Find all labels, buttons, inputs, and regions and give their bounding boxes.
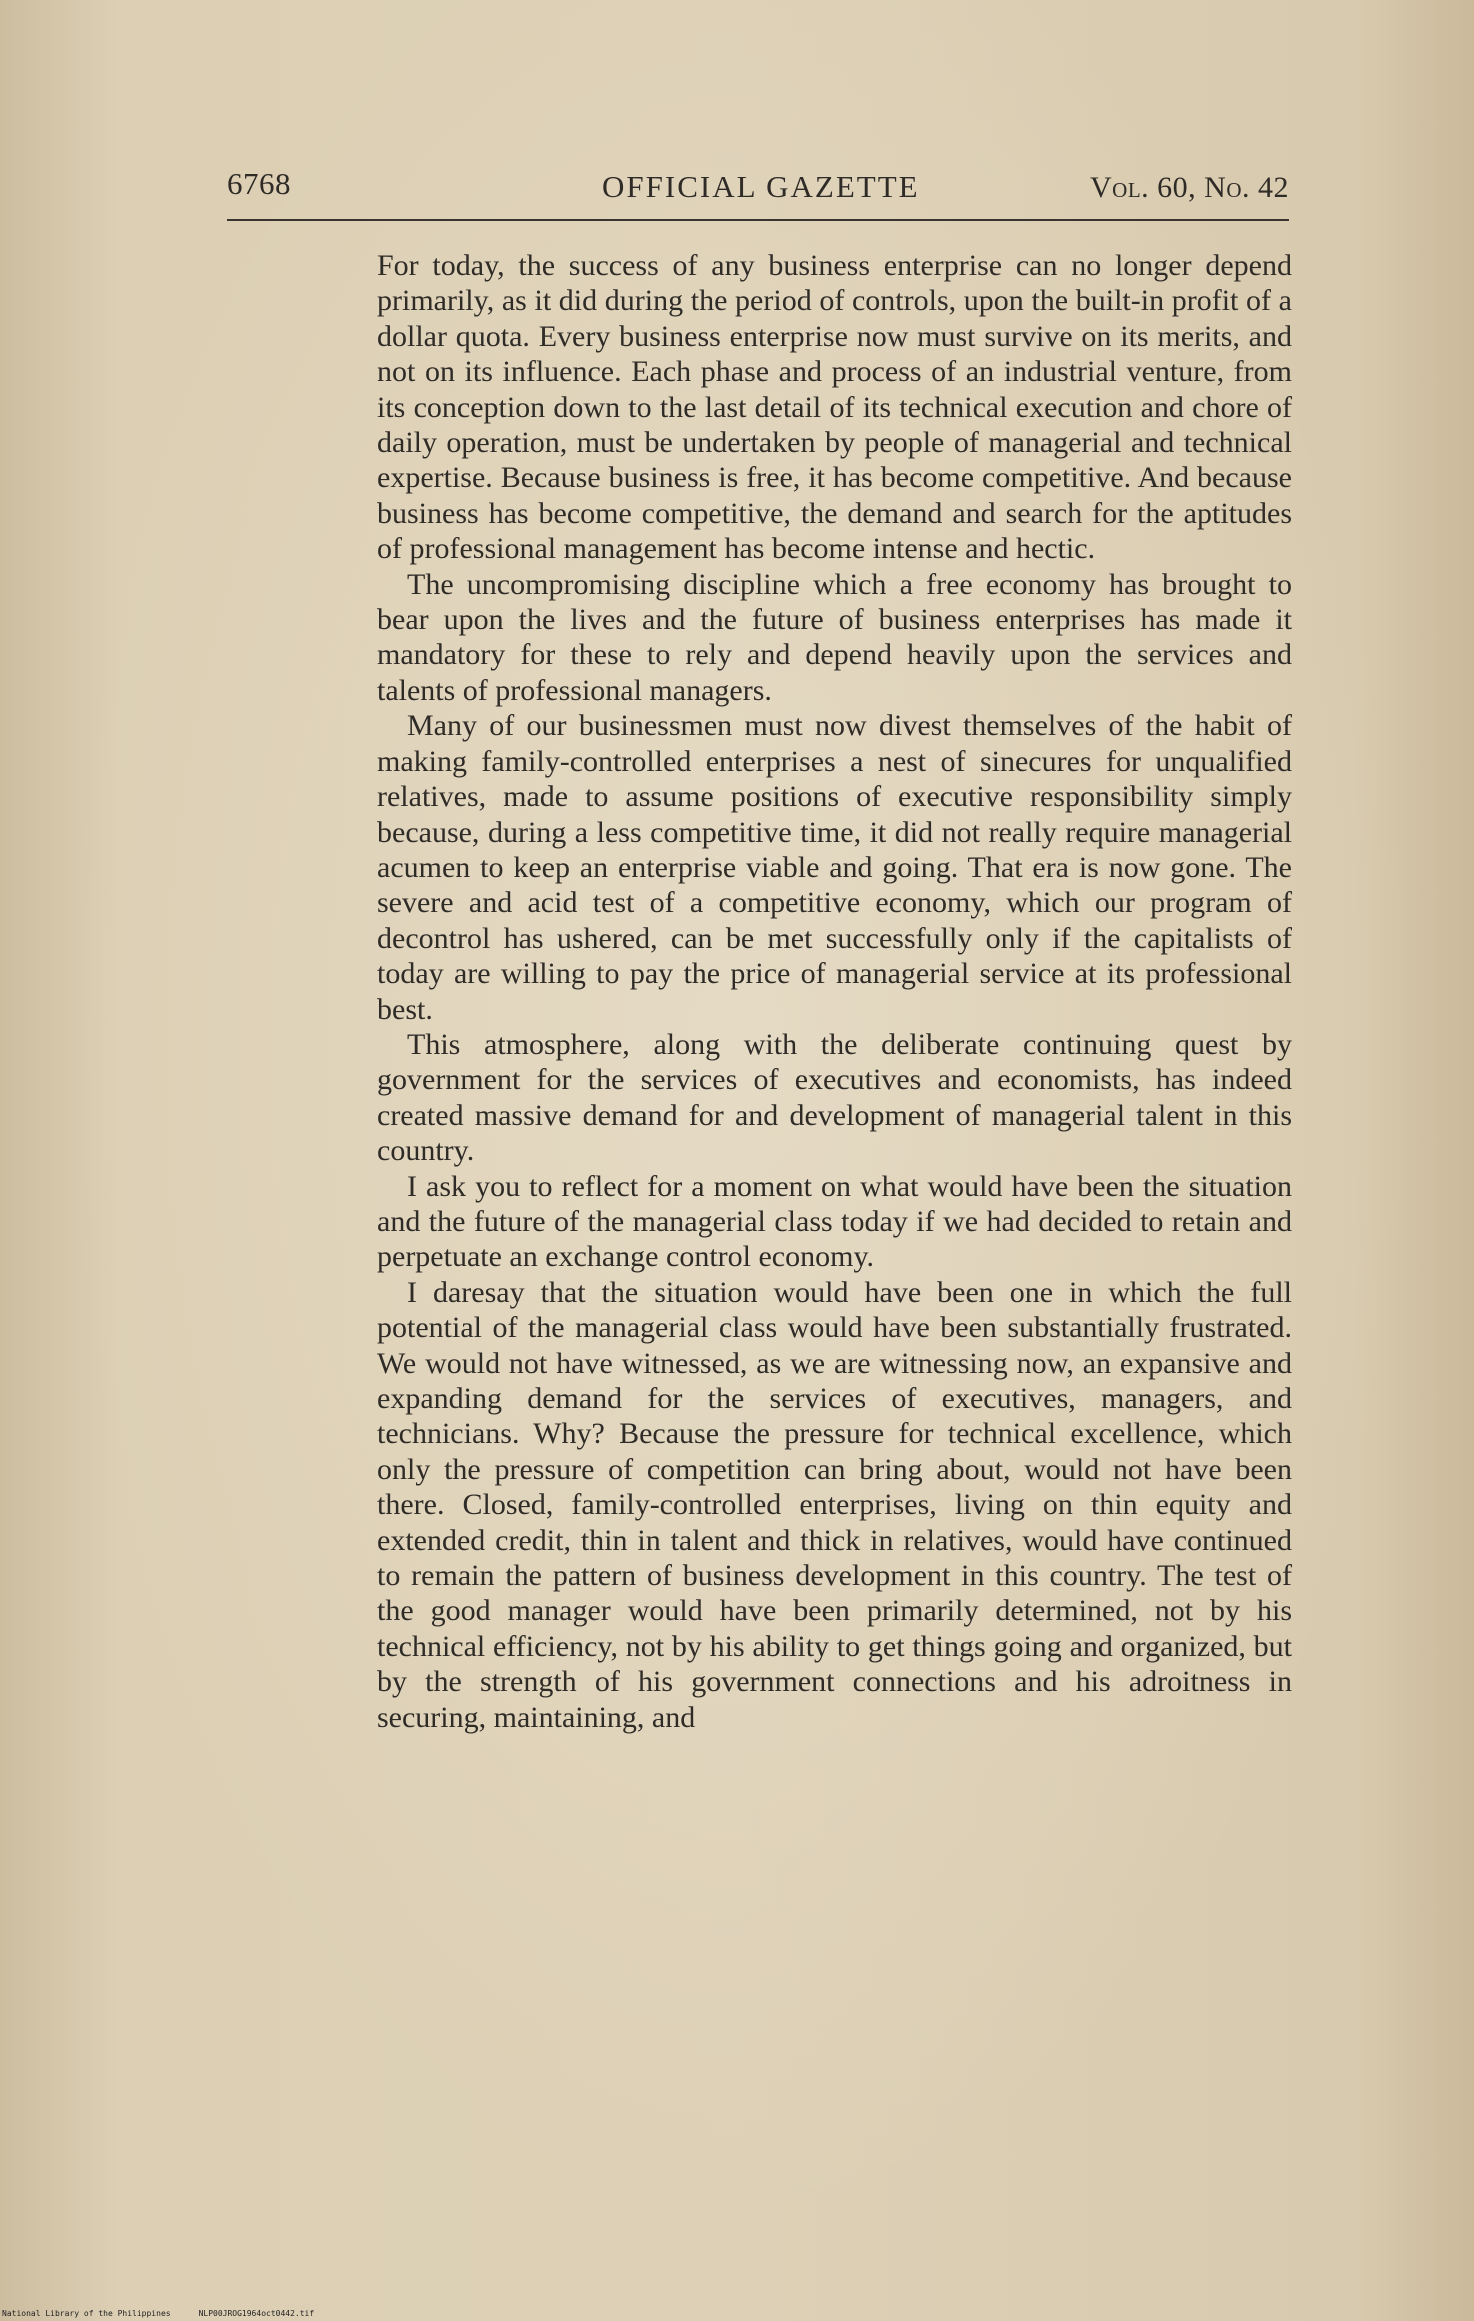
paragraph: For today, the success of any business enterprise can no longer depend primarily, as it did during the period of controls, upon the built-in profit of a dollar quota. Every business enterprise now must survive on its merits, and not on its influence. Each phase and process of an industrial venture, from its conception down to the last detail of its technical execution and chore of daily operation, must be undertaken by people of managerial and technical expertise. Because business is free, it has become competitive. And because business has become competitive, the demand and search for the aptitudes of professional management has become intense and hectic. <box>377 249 1292 566</box>
header-rule <box>227 219 1289 221</box>
page-header <box>227 166 1293 210</box>
scan-file-name: NLP00JROG1964oct0442.tif <box>198 2309 315 2318</box>
article-body <box>377 248 1292 1735</box>
paragraph: The uncompromising discipline which a free economy has brought to bear upon the lives and the future of business enterprises has made it mandatory for these to rely and depend heavily upon the services and talents of professional managers. <box>377 567 1292 707</box>
publication-title: OFFICIAL GAZETTE <box>602 169 920 204</box>
paragraph: This atmosphere, along with the deliberate continuing quest by government for the services of executives and economists, has indeed created massive demand for and development of managerial talent in this country. <box>377 1027 1292 1168</box>
paragraph: I daresay that the situation would have been one in which the full potential of the managerial class would have been substantially frustrated. We would not have witnessed, as we are witnessing now, an expansive and expanding demand for the services of executives, managers, and technicians. Why? Because the pressure for technical excellence, which only the pressure of competition can bring about, would not have been there. Closed, family-controlled enterprises, living on thin equity and extended credit, thin in talent and thick in relatives, would have continued to remain the pattern of business development in this country. The test of the good manager would have been primarily determined, not by his technical efficiency, not by his ability to get things going and organized, but by the strength of his government connections and his adroitness in securing, maintaining, and <box>377 1275 1292 1734</box>
paragraph: Many of our businessmen must now divest themselves of the habit of making family-controlled enterprises a nest of sinecures for unqualified relatives, made to assume positions of executive responsibility simply because, during a less competitive time, it did not really require managerial acumen to keep an enterprise viable and going. That era is now gone. The severe and acid test of a competitive economy, which our program of decontrol has ushered, can be met successfully only if the capitalists of today are willing to pay the price of managerial service at its professional best. <box>377 709 1292 1026</box>
paragraph: I ask you to reflect for a moment on what would have been the situation and the future of the managerial class today if we had decided to retain and perpetuate an exchange control economy. <box>377 1169 1292 1274</box>
volume-issue: Vol. 60, No. 42 <box>1090 171 1289 204</box>
scan-footer <box>2 2309 314 2318</box>
page-number: 6768 <box>227 166 291 201</box>
library-credit: National Library of the Philippines <box>2 2309 171 2318</box>
